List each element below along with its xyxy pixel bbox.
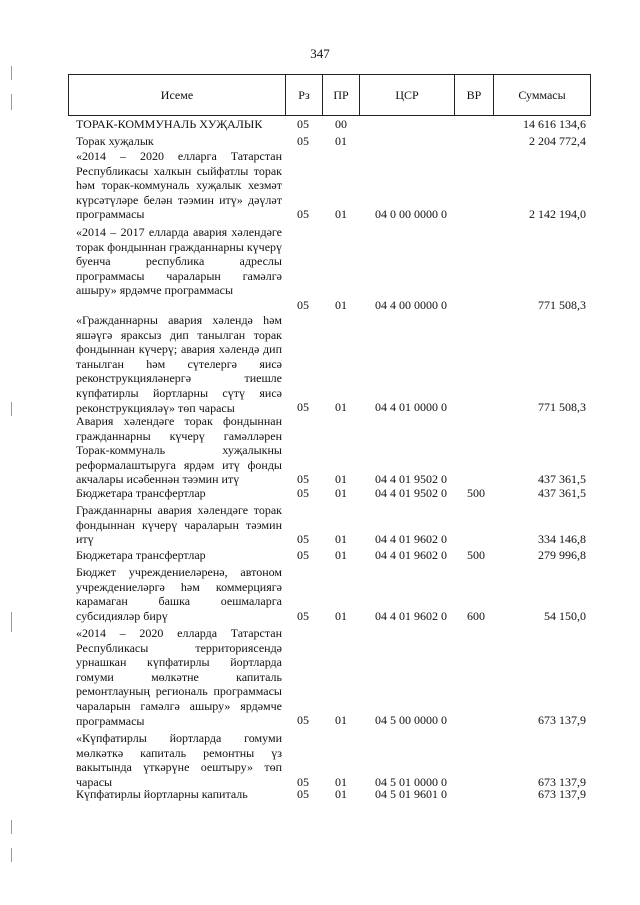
margin-mark [11, 66, 12, 80]
row-pr: 01 [335, 548, 347, 562]
row-sum: 2 142 194,0 [529, 207, 586, 222]
table-row [0, 626, 640, 728]
header-vr: ВР [454, 74, 494, 116]
row-csr: 04 0 00 0000 0 [375, 207, 447, 222]
row-sum: 771 508,3 [538, 298, 586, 312]
row-rz: 05 [297, 713, 309, 728]
row-sum: 673 137,9 [538, 774, 586, 789]
row-rz: 05 [297, 207, 309, 222]
table-row [0, 565, 640, 623]
row-sum: 334 146,8 [538, 532, 586, 547]
row-name: ТОРАК-КОММУНАЛЬ ХУҖАЛЫК [76, 117, 263, 131]
row-pr: 01 [335, 713, 347, 728]
row-rz: 05 [297, 486, 309, 500]
row-csr: 04 4 01 9502 0 [375, 486, 447, 500]
row-name: Бюджетара трансфертлар [76, 548, 206, 562]
row-rz: 05 [297, 787, 309, 801]
header-sum: Суммасы [493, 74, 591, 116]
row-name: Гражданнарны авария хәлендәге торак фондыннан күчерү чараларын тәэмин итү [76, 503, 282, 547]
row-name: Бюджетара трансфертлар [76, 486, 206, 500]
row-vr: 500 [467, 486, 485, 500]
row-sum: 673 137,9 [538, 787, 586, 801]
row-pr: 01 [335, 486, 347, 500]
row-csr: 04 4 01 9502 0 [375, 472, 447, 487]
row-name: Күпфатирлы йортларны капиталь [76, 787, 248, 801]
table-row [0, 787, 640, 802]
table-row [0, 731, 640, 789]
row-sum: 673 137,9 [538, 713, 586, 728]
margin-mark [11, 848, 12, 862]
row-sum: 771 508,3 [538, 400, 586, 415]
row-csr: 04 4 01 9602 0 [375, 608, 447, 623]
row-rz: 05 [297, 608, 309, 623]
row-rz: 05 [297, 774, 309, 789]
row-csr: 04 4 01 0000 0 [375, 400, 447, 415]
row-rz: 05 [297, 472, 309, 487]
row-name: «Гражданнарны авария хәлендә һәм яшәүгә яраксыз дип танылган торак фондыннан күчерү; авария хәлендә дип танылган һәм сүтелергә яисә реконструкцияләнергә тиешле күпфатирлы йортларны сүтү яисә реконструкцияләү» төп чарасы [76, 313, 282, 415]
row-csr: 04 5 00 0000 0 [375, 713, 447, 728]
row-pr: 01 [335, 787, 347, 801]
row-pr: 00 [335, 117, 347, 131]
row-pr: 01 [335, 774, 347, 789]
row-pr: 01 [335, 400, 347, 415]
row-pr: 01 [335, 608, 347, 623]
header-pr: ПР [322, 74, 360, 116]
row-rz: 05 [297, 548, 309, 562]
row-vr: 500 [467, 548, 485, 562]
row-csr: 04 4 01 9602 0 [375, 532, 447, 547]
row-sum: 437 361,5 [538, 472, 586, 487]
row-pr: 01 [335, 472, 347, 487]
row-name: «Күпфатирлы йортларда гомуми мөлкәткә капиталь ремонтны үз вакытында үткәрүне оештыру» төп чарасы [76, 731, 282, 789]
row-name: Авария хәлендәге торак фондыннан гражданнарны күчерү гамәлләрен Торак-коммуналь хуҗалыкны реформалаштыруга ярдәм итү фонды акчалары исәбеннән тәэмин итү [76, 414, 282, 487]
row-rz: 05 [297, 298, 309, 312]
row-pr: 01 [335, 532, 347, 547]
table-row [0, 117, 640, 132]
row-name: «2014 – 2020 елларга Татарстан Республикасы халкын сыйфатлы торак һәм торак-коммуналь хуҗалык хезмәт күрсәтүләре белән тәэмин итү» дәүләт программасы [76, 149, 282, 222]
table-row [0, 149, 640, 222]
table-row [0, 486, 640, 501]
row-rz: 05 [297, 532, 309, 547]
row-csr: 04 4 00 0000 0 [375, 298, 447, 312]
row-sum: 279 996,8 [538, 548, 586, 562]
row-sum: 14 616 134,6 [523, 117, 586, 131]
row-csr: 04 5 01 9601 0 [375, 787, 447, 801]
row-rz: 05 [297, 117, 309, 131]
row-vr: 600 [467, 608, 485, 623]
header-name: Исеме [68, 74, 286, 116]
row-rz: 05 [297, 134, 309, 148]
row-csr: 04 5 01 0000 0 [375, 774, 447, 789]
margin-mark [11, 820, 12, 834]
table-row [0, 313, 640, 415]
row-sum: 54 150,0 [544, 608, 586, 623]
row-sum: 437 361,5 [538, 486, 586, 500]
page-number: 347 [310, 46, 330, 61]
row-name: Бюджет учреждениеләренә, автоном учреждениеләргә һәм коммерциягә карамаган башка оешмаларга субсидияләр бирү [76, 565, 282, 623]
row-rz: 05 [297, 400, 309, 415]
table-row [0, 134, 640, 149]
table-row [0, 414, 640, 487]
table-row [0, 225, 640, 313]
margin-mark [11, 94, 12, 110]
row-sum: 2 204 772,4 [529, 134, 586, 148]
row-name: Торак хуҗалык [76, 134, 154, 148]
row-name: «2014 – 2017 елларда авария хәлендәге торак фондыннан гражданнарны күчерү буенча республика адреслы программасы чараларын гамәлгә ашыру» ярдәмче программасы [76, 225, 283, 298]
table-row [0, 548, 640, 563]
table-row [0, 503, 640, 547]
row-pr: 01 [335, 298, 347, 312]
row-csr: 04 4 01 9602 0 [375, 548, 447, 562]
header-rz: Рз [285, 74, 323, 116]
row-name: «2014 – 2020 елларда Татарстан Республикасы территориясендә урнашкан күпфатирлы йортларда гомуми мөлкәтне капиталь ремонтлауның региональ программасы чараларын гамәлгә ашыру» ярдәмче программасы [76, 626, 282, 728]
row-pr: 01 [335, 207, 347, 222]
header-csr: ЦСР [359, 74, 455, 116]
row-pr: 01 [335, 134, 347, 148]
